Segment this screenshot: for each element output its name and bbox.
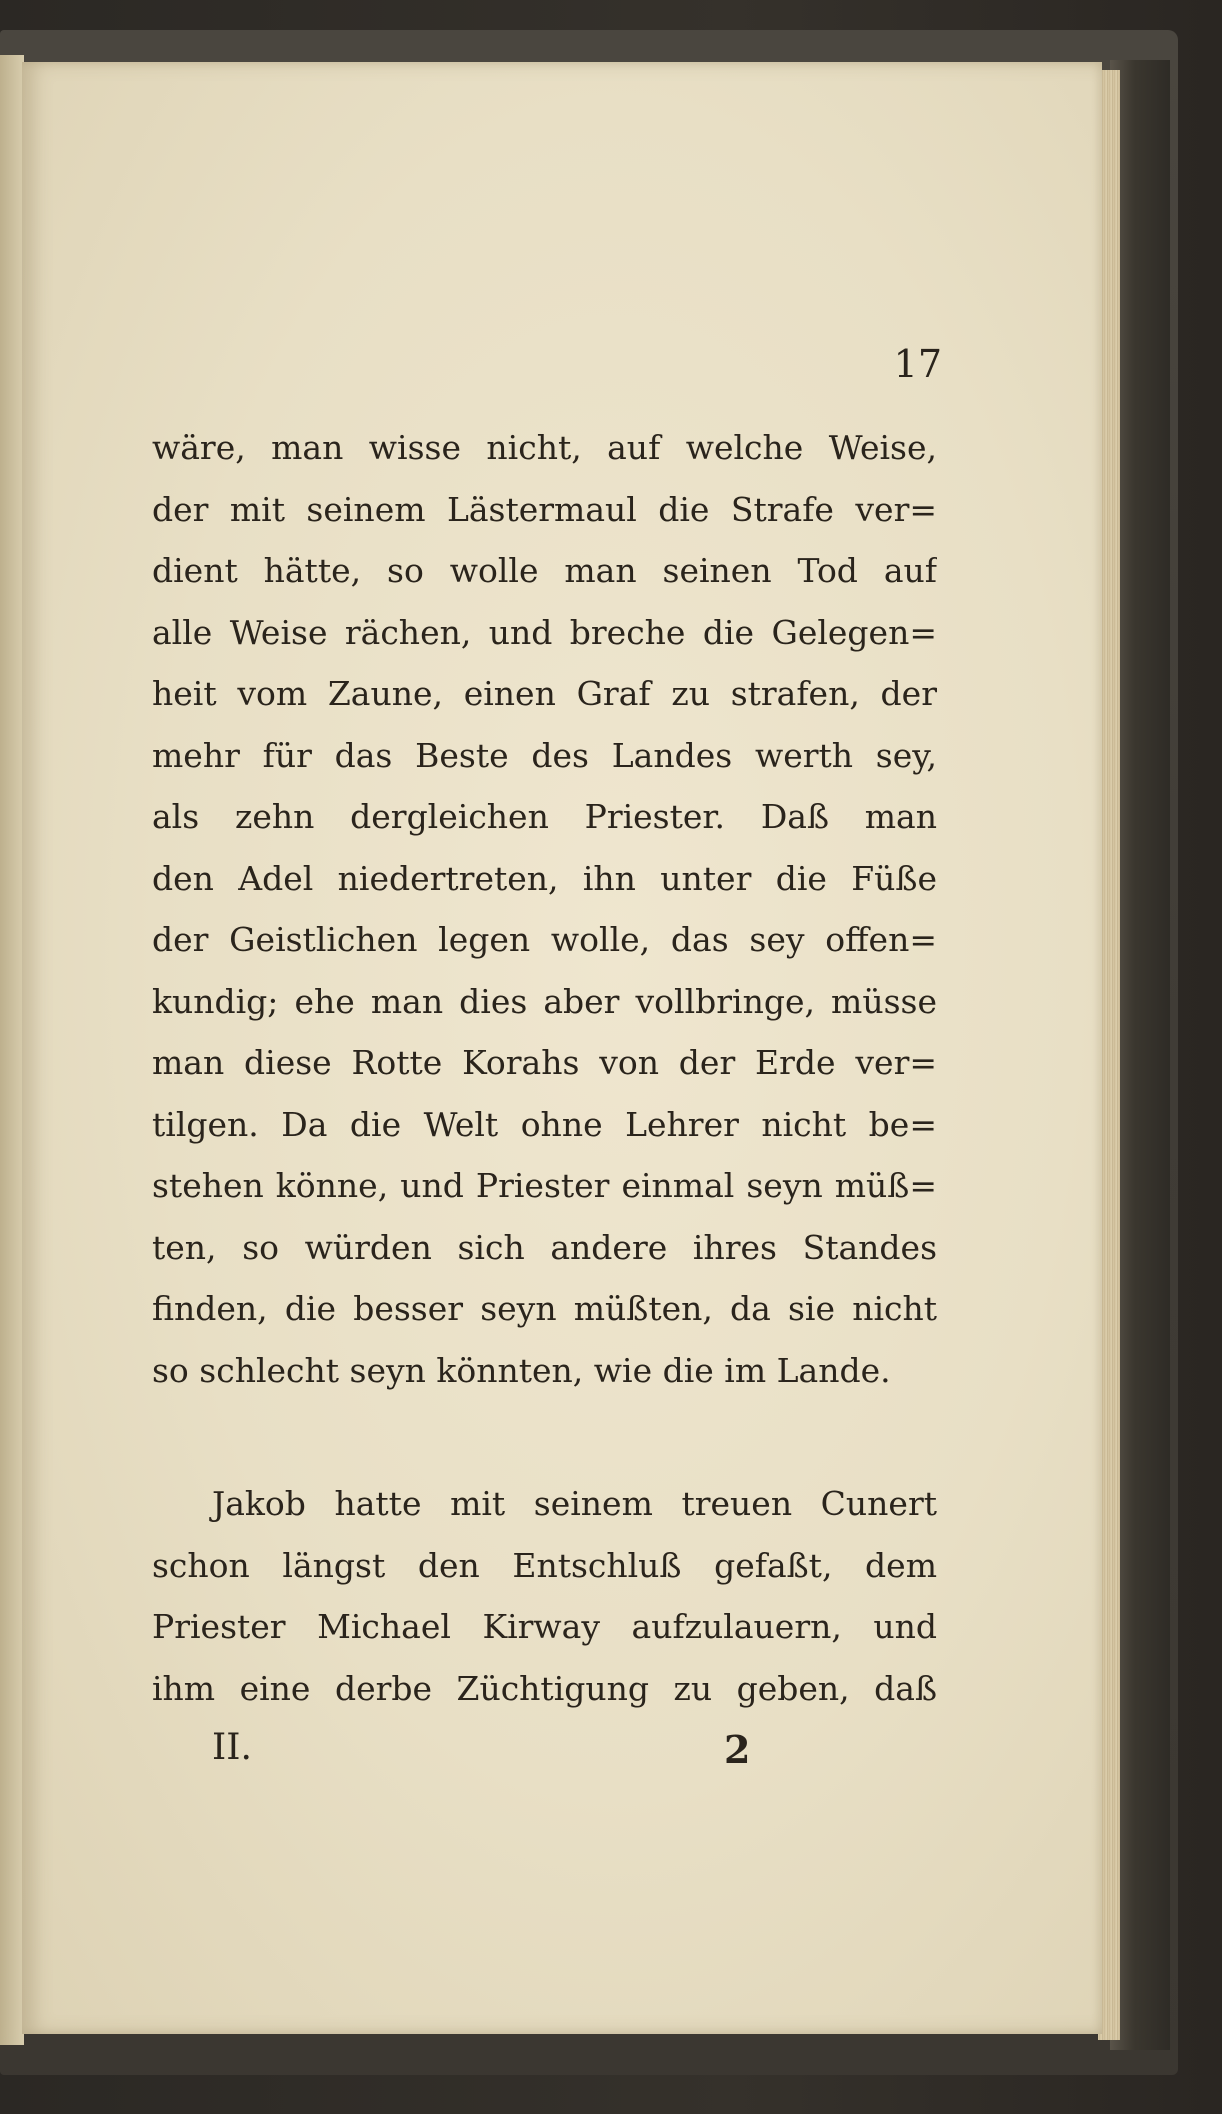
text-line: tilgen. Da die Welt ohne Lehrer nicht be=	[152, 1104, 937, 1144]
text-line: finden, die besser seyn müßten, da sie nicht	[152, 1289, 937, 1328]
text-line: schon längst den Entschluß gefaßt, dem	[152, 1545, 937, 1585]
text-line: Jakob hatte mit seinem treuen Cunert	[212, 1484, 937, 1523]
text-line: den Adel niedertreten, ihn unter die Füße	[152, 858, 937, 898]
text-line: dient hätte, so wolle man seinen Tod auf	[152, 551, 937, 590]
text-line: Priester Michael Kirway aufzulauern, und	[152, 1607, 937, 1646]
text-line: man diese Rotte Korahs von der Erde ver=	[152, 1043, 937, 1082]
text-line: ihm eine derbe Züchtigung zu geben, daß	[152, 1668, 937, 1708]
text-line: alle Weise rächen, und breche die Gelegen=	[152, 612, 937, 652]
paragraph-gap	[152, 1401, 937, 1473]
facing-page-edge	[0, 55, 24, 2045]
page-number: 17	[893, 342, 942, 386]
book-page	[22, 62, 1102, 2034]
text-line: stehen könne, und Priester einmal seyn müß=	[152, 1166, 937, 1205]
text-line: ten, so würden sich andere ihres Standes	[152, 1227, 937, 1267]
text-line: der Geistlichen legen wolle, das sey offen=	[152, 920, 937, 959]
text-line: so schlecht seyn könnten, wie die im Lande.	[152, 1350, 891, 1390]
text-line: der mit seinem Lästermaul die Strafe ver=	[152, 489, 937, 529]
text-line: wäre, man wisse nicht, auf welche Weise,	[152, 428, 937, 467]
text-line: mehr für das Beste des Landes werth sey,	[152, 735, 937, 775]
sheet-number: 2	[724, 1727, 751, 1772]
signature-mark: II.	[212, 1727, 252, 1768]
page-text	[152, 417, 937, 1719]
text-line: als zehn dergleichen Priester. Daß man	[152, 797, 937, 836]
text-line: kundig; ehe man dies aber vollbringe, müsse	[152, 981, 937, 1021]
text-line: heit vom Zaune, einen Graf zu strafen, der	[152, 674, 937, 713]
